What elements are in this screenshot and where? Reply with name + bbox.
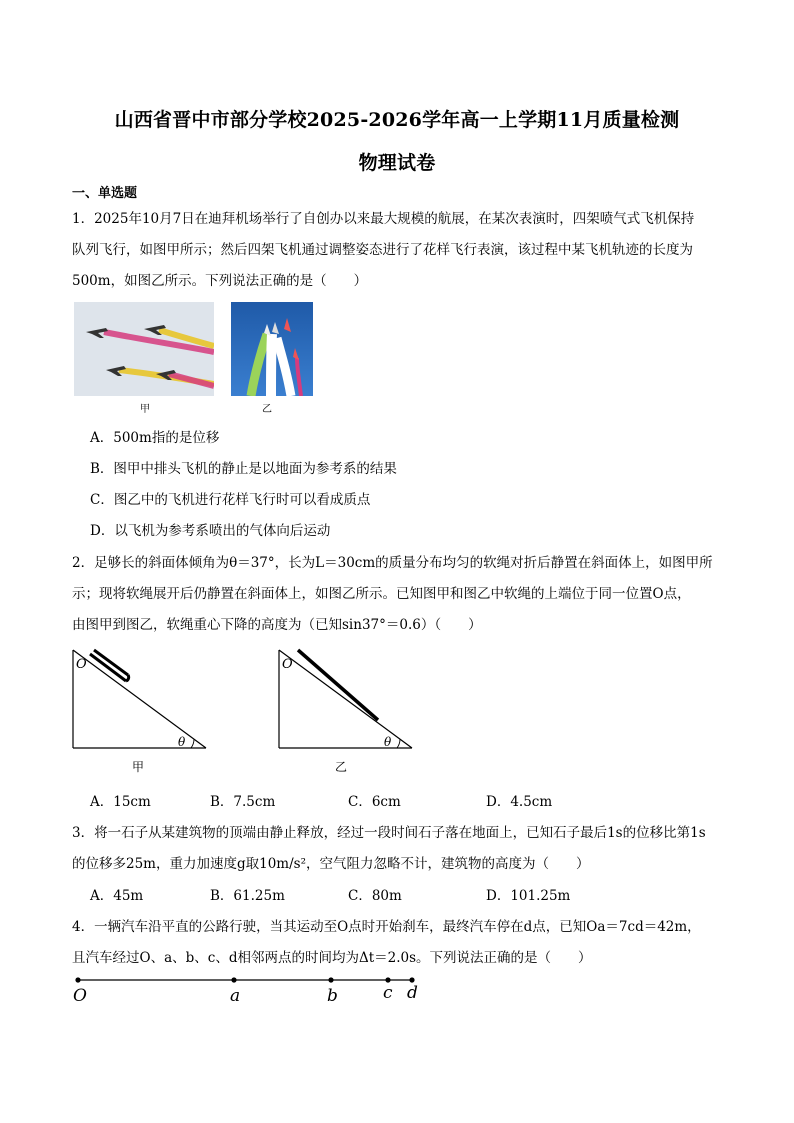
point-o-dot [75,977,80,982]
extended-rope [298,650,378,720]
q2-theta-b: θ [384,735,392,749]
point-c-label: c [383,983,393,1003]
point-a-dot [231,977,236,982]
q1-caption-a: 甲 [140,404,150,415]
point-o-label: O [73,986,87,1006]
q2-line-1: 2．足够长的斜面体倾角为θ＝37°，长为L＝30cm的质量分布均匀的软绳对折后静置在斜面体上，如图甲所 [72,555,713,571]
point-b-label: b [327,986,338,1006]
q2-line-3: 由图甲到图乙，软绳重心下降的高度为（已知sin37°＝0.6）（ ） [72,617,482,633]
q3-option-c: C．80m [348,888,402,904]
point-b-dot [328,977,333,982]
q1-option-c: C．图乙中的飞机进行花样飞行时可以看成质点 [90,492,371,508]
q4-line-1: 4．一辆汽车沿平直的公路行驶，当其运动至O点时开始刹车，最终汽车停在d点，已知Oa＝7cd＝42m， [72,919,701,935]
q2-figure-a-label: 甲 [132,760,145,774]
q1-photo-aerobatics [231,302,313,396]
q2-line-2: 示；现将软绳展开后仍静置在斜面体上，如图乙所示。已知图甲和图乙中软绳的上端位于同一位置O点， [72,586,691,602]
q3-line-1: 3．将一石子从某建筑物的顶端由静止释放，经过一段时间石子落在地面上，已知石子最后1s的位移比第1s [72,825,706,841]
q1-option-a: A．500m指的是位移 [90,430,220,446]
q4-number-line [66,968,426,1008]
q3-line-2: 的位移多25m，重力加速度g取10m/s²，空气阻力忽略不计，建筑物的高度为（ ） [72,856,590,872]
point-c-dot [385,977,390,982]
incline-a [73,650,206,748]
point-d-dot [409,977,414,982]
q1-line-3: 500m，如图乙所示。下列说法正确的是（ ） [72,273,368,289]
q2-option-c: C．6cm [348,794,401,810]
q2-point-o-a: O [76,657,87,672]
point-d-label: d [407,983,418,1003]
q1-option-d: D．以飞机为参考系喷出的气体向后运动 [90,523,331,539]
exam-subtitle: 物理试卷 [358,152,436,174]
q1-option-b: B．图甲中排头飞机的静止是以地面为参考系的结果 [90,461,397,477]
q2-point-o-b: O [282,657,293,672]
q3-option-d: D．101.25m [486,888,571,904]
q2-theta-a: θ [178,735,186,749]
q2-figure-a [60,640,220,758]
q2-option-a: A．15cm [90,794,151,810]
q4-line-2: 且汽车经过O、a、b、c、d相邻两点的时间均为Δt＝2.0s。下列说法正确的是（ ） [72,950,592,966]
incline-b [279,650,412,748]
q2-figure-b [266,640,426,758]
q1-caption-b: 乙 [262,404,272,415]
q2-option-d: D．4.5cm [486,794,553,810]
q2-option-b: B．7.5cm [210,794,276,810]
point-a-label: a [230,986,241,1006]
q1-line-2: 队列飞行，如图甲所示；然后四架飞机通过调整姿态进行了花样飞行表演，该过程中某飞机轨迹的长度为 [72,242,693,258]
q3-option-b: B．61.25m [210,888,285,904]
section-heading: 一、单选题 [72,186,138,201]
q3-option-a: A．45m [90,888,144,904]
q1-photo-formation [74,302,214,396]
q2-figure-b-label: 乙 [335,760,348,774]
exam-title: 山西省晋中市部分学校2025-2026学年高一上学期11月质量检测 [114,109,680,131]
q1-line-1: 1．2025年10月7日在迪拜机场举行了自创办以来最大规模的航展，在某次表演时，四架喷气式飞机保持 [72,211,695,227]
